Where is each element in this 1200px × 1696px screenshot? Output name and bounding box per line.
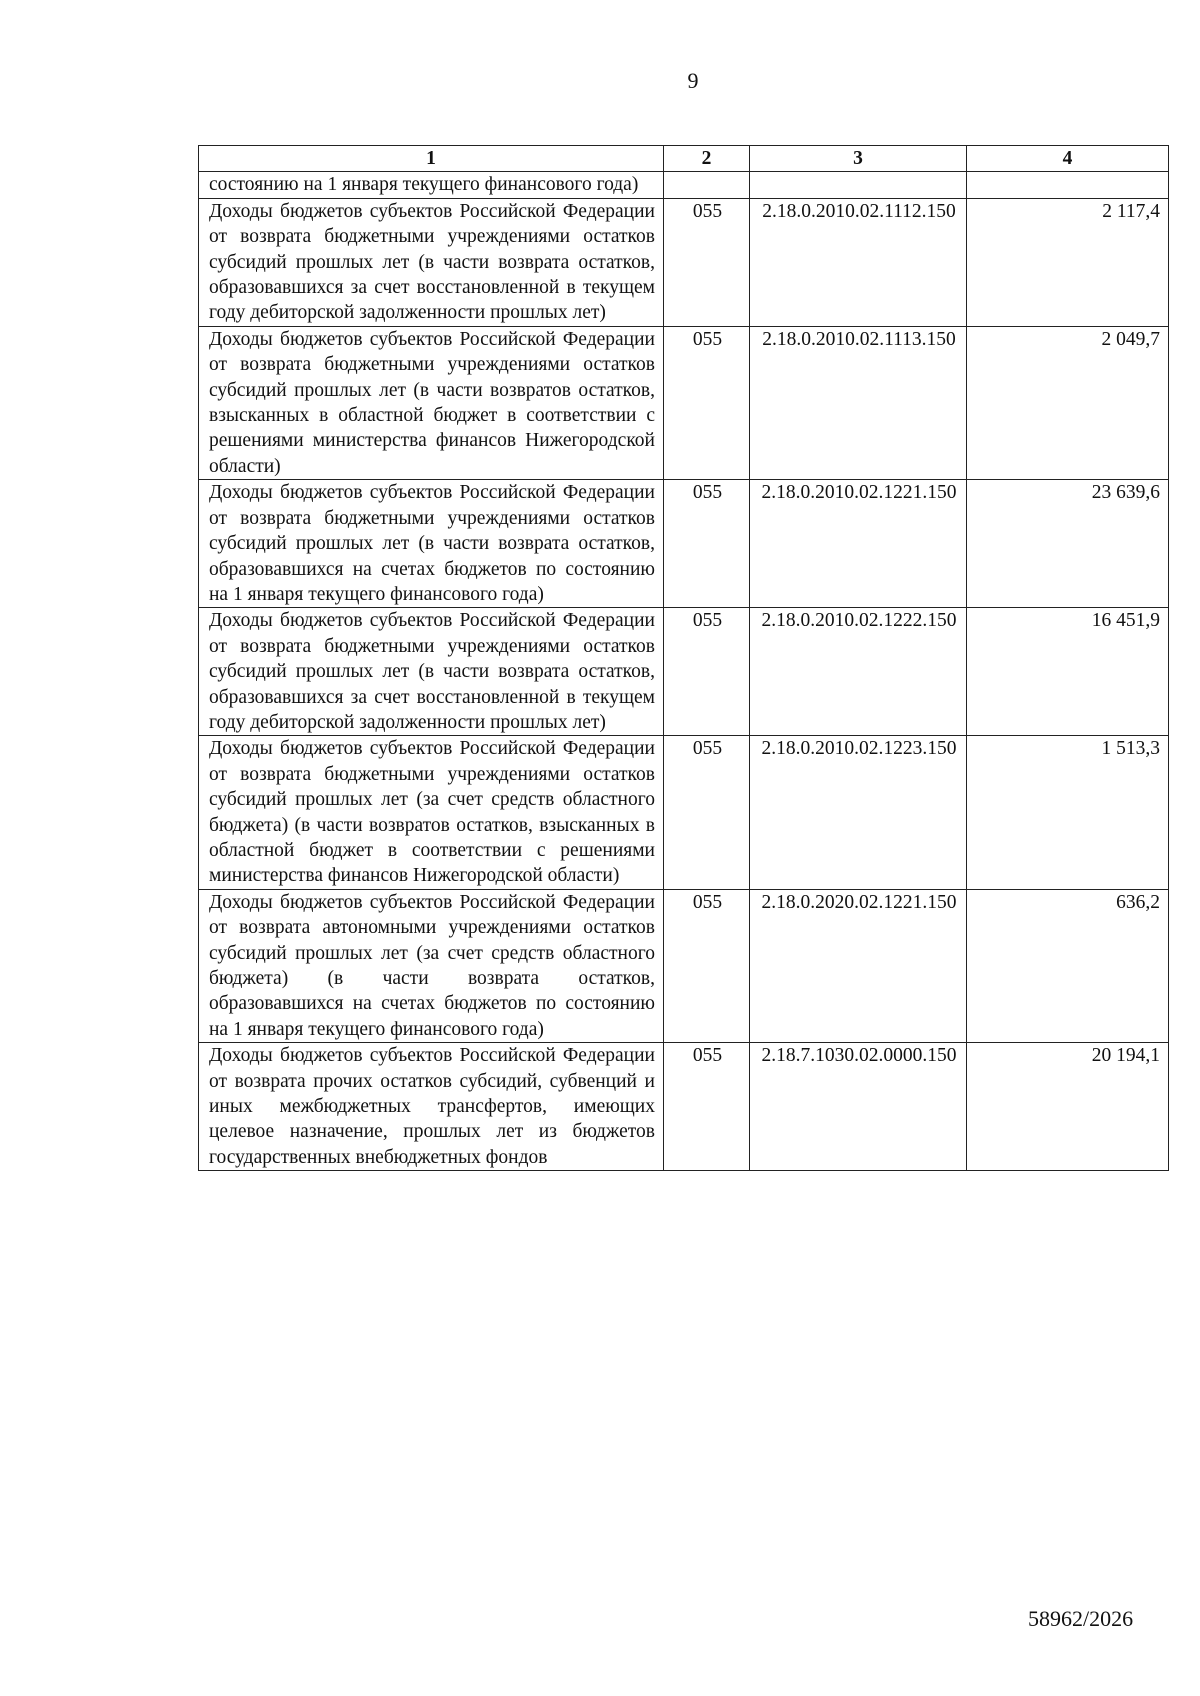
- row-amount: 2 117,4: [967, 198, 1169, 326]
- row-code: 2.18.0.2010.02.1221.150: [750, 480, 967, 608]
- header-col-2: 2: [664, 146, 750, 172]
- header-col-1: 1: [199, 146, 664, 172]
- row-description: Доходы бюджетов субъектов Российской Федерации от возврата бюджетными учреждениями остатков субсидий прошлых лет (в части возврата остатков, образовавшихся за счет восстановленной в текущем году дебиторской задолженности прошлых лет): [199, 608, 664, 736]
- row-amount: [967, 172, 1169, 198]
- row-description: Доходы бюджетов субъектов Российской Федерации от возврата бюджетными учреждениями остатков субсидий прошлых лет (в части возврата остатков, образовавшихся на счетах бюджетов по состоянию на 1 января текущего финансового года): [199, 480, 664, 608]
- row-description: Доходы бюджетов субъектов Российской Федерации от возврата бюджетными учреждениями остатков субсидий прошлых лет (за счет средств областного бюджета) (в части возвратов остатков, взысканных в областной бюджет в соответствии с решениями министерства финансов Нижегородской области): [199, 736, 664, 889]
- row-description: Доходы бюджетов субъектов Российской Федерации от возврата бюджетными учреждениями остатков субсидий прошлых лет (в части возвратов остатков, взысканных в областной бюджет в соответствии с решениями министерства финансов Нижегородской области): [199, 326, 664, 479]
- row-amount: 2 049,7: [967, 326, 1169, 479]
- table-row: [199, 608, 1169, 736]
- row-code: 2.18.7.1030.02.0000.150: [750, 1043, 967, 1171]
- document-id: 58962/2026: [1028, 1606, 1134, 1631]
- row-chapter: 055: [664, 608, 750, 736]
- row-amount: 23 639,6: [967, 480, 1169, 608]
- table-row: [199, 198, 1169, 326]
- table-row: [199, 326, 1169, 479]
- table-row: [199, 736, 1169, 889]
- row-chapter: 055: [664, 736, 750, 889]
- row-code: 2.18.0.2010.02.1112.150: [750, 198, 967, 326]
- row-code: 2.18.0.2010.02.1223.150: [750, 736, 967, 889]
- table-row: [199, 480, 1169, 608]
- row-amount: 636,2: [967, 889, 1169, 1042]
- row-amount: 16 451,9: [967, 608, 1169, 736]
- row-amount: 20 194,1: [967, 1043, 1169, 1171]
- row-chapter: 055: [664, 198, 750, 326]
- table-row: [199, 172, 1169, 198]
- row-description: Доходы бюджетов субъектов Российской Федерации от возврата бюджетными учреждениями остатков субсидий прошлых лет (в части возврата остатков, образовавшихся за счет восстановленной в текущем году дебиторской задолженности прошлых лет): [199, 198, 664, 326]
- row-chapter: [664, 172, 750, 198]
- row-chapter: 055: [664, 889, 750, 1042]
- table-row: [199, 1043, 1169, 1171]
- header-col-3: 3: [750, 146, 967, 172]
- row-code: [750, 172, 967, 198]
- row-code: 2.18.0.2010.02.1222.150: [750, 608, 967, 736]
- income-table: [198, 145, 1169, 1171]
- row-code: 2.18.0.2010.02.1113.150: [750, 326, 967, 479]
- row-chapter: 055: [664, 480, 750, 608]
- row-description: состоянию на 1 января текущего финансового года): [199, 172, 664, 198]
- row-description: Доходы бюджетов субъектов Российской Федерации от возврата прочих остатков субсидий, субвенций и иных межбюджетных трансфертов, имеющих целевое назначение, прошлых лет из бюджетов государственных внебюджетных фондов: [199, 1043, 664, 1171]
- row-chapter: 055: [664, 326, 750, 479]
- header-col-4: 4: [967, 146, 1169, 172]
- page-number: 9: [687, 68, 699, 93]
- row-amount: 1 513,3: [967, 736, 1169, 889]
- table-header-row: [199, 146, 1169, 172]
- row-chapter: 055: [664, 1043, 750, 1171]
- row-code: 2.18.0.2020.02.1221.150: [750, 889, 967, 1042]
- table-row: [199, 889, 1169, 1042]
- row-description: Доходы бюджетов субъектов Российской Федерации от возврата автономными учреждениями остатков субсидий прошлых лет (за счет средств областного бюджета) (в части возврата остатков, образовавшихся на счетах бюджетов по состоянию на 1 января текущего финансового года): [199, 889, 664, 1042]
